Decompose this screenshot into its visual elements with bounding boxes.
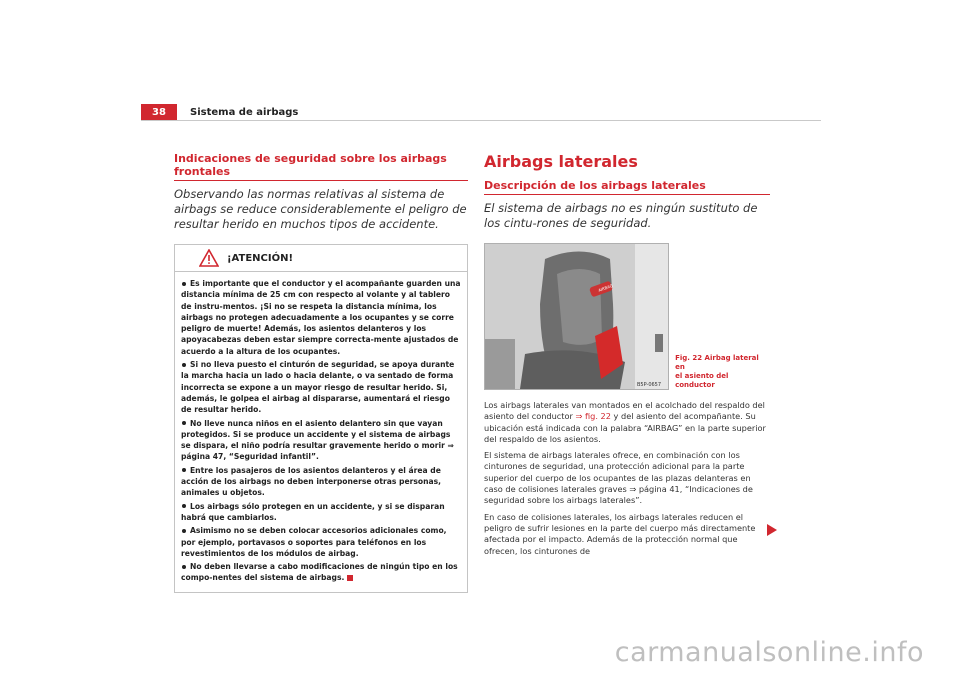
- section-heading-lateral: Descripción de los airbags laterales: [484, 179, 770, 195]
- warning-item: Asimismo no se deben colocar accesorios adicionales como, por ejemplo, portavasos o soportes para teléfonos en los revestimientos de los módulos de airbag.: [181, 526, 447, 558]
- airbag-label: AIRBAG: [597, 282, 614, 293]
- bullet-icon: [182, 282, 186, 286]
- warning-triangle-icon: [199, 249, 219, 267]
- intro-text-lateral: El sistema de airbags no es ningún sustituto de los cintu-rones de seguridad.: [484, 201, 758, 230]
- warning-item: No lleve nunca niños en el asiento delantero sin que vayan protegidos. Si se produce un accidente y el sistema de airbags se dispara, el niño podría resultar gravemente herido o morir ⇒ página 47, “Seguridad infantil”.: [181, 418, 454, 462]
- intro-text-frontal: Observando las normas relativas al sistema de airbags se reduce considerablemente el peligro de resultar herido en muchos tipos de accidente.: [174, 187, 467, 231]
- paragraph: En caso de colisiones laterales, los airbags laterales reducen el peligro de sufrir lesiones en la parte del cuerpo más directamente afectada por el impacto. Además de la protección normal que ofrecen, los cinturones de: [484, 511, 756, 556]
- watermark: carmanualsonline.info: [614, 637, 924, 668]
- bullet-icon: [182, 565, 186, 569]
- left-column: [174, 152, 468, 593]
- section-heading-frontal: Indicaciones de seguridad sobre los airbags frontales: [174, 152, 468, 181]
- main-heading-lateral: Airbags laterales: [484, 152, 638, 171]
- warning-item: Entre los pasajeros de los asientos delanteros y el área de acción de los airbags no deben interponerse otras personas, animales u objetos.: [181, 465, 442, 498]
- bullet-icon: [182, 504, 186, 508]
- warning-header: [175, 245, 467, 272]
- paragraph: El sistema de airbags laterales ofrece, en combinación con los cinturones de seguridad, una protección adicional para la parte superior del cuerpo de los ocupantes de las plazas delanteras en caso de colisiones laterales graves ⇒ página 41, “Indicaciones de seguridad sobre los airbags laterales”.: [484, 450, 753, 506]
- bullet-icon: [182, 363, 186, 367]
- warning-item: Es importante que el conductor y el acompañante guarden una distancia mínima de 25 cm con respecto al volante y al tablero de instru-mentos. ¡Si no se respeta la distancia mínima, los airbags no protegen adecuadamente a los ocupantes y se corre peligro de muerte! Además, los asientos delanteros y los apoyacabezas deben estar siempre correcta-mente ajustados de acuerdo a la altura de los ocupantes.: [181, 279, 461, 356]
- bullet-icon: [182, 468, 186, 472]
- next-page-arrow-icon[interactable]: [767, 524, 777, 536]
- end-of-section-icon: [347, 575, 353, 581]
- warning-box: [174, 244, 468, 593]
- warning-list: [175, 272, 467, 592]
- warning-item: Si no lleva puesto el cinturón de seguridad, se apoya durante la marcha hacia un lado o hacia delante, o va sentado de forma incorrecta se expone a un mayor riesgo de resultar herido. Si, además, le golpea el airbag al dispararse, aumentará el riesgo de resultar herido.: [181, 360, 455, 415]
- paragraph: Los airbags laterales van montados en el acolchado del respaldo del asiento del conductor ⇒ fig. 22 y del asiento del acompañante. Su ubicación está indicada con la palabra “AIRBAG” en la parte superior del respaldo de los asientos.: [484, 400, 766, 444]
- bullet-icon: [182, 529, 186, 533]
- figure-code: B5P-0657: [637, 382, 662, 388]
- header-divider: [141, 120, 821, 121]
- figure-caption: Fig. 22 Airbag lateral en el asiento del conductor: [675, 354, 759, 389]
- figure-reference-link[interactable]: ⇒ fig. 22: [575, 411, 611, 422]
- body-text: [484, 400, 770, 557]
- page-title: Sistema de airbags: [190, 107, 299, 118]
- bullet-icon: [182, 421, 186, 425]
- figure-photo: [484, 243, 669, 390]
- right-column: [484, 152, 770, 562]
- figure-22: [484, 243, 770, 390]
- seat-illustration: [485, 244, 669, 389]
- warning-item: Los airbags sólo protegen en un accidente, y si se disparan habrá que cambiarlos.: [181, 501, 445, 522]
- warning-item: No deben llevarse a cabo modificaciones de ningún tipo en los compo-nentes del sistema de airbags.: [181, 562, 458, 583]
- page-number: 38: [141, 104, 177, 121]
- warning-title: ¡ATENCIÓN!: [227, 252, 294, 264]
